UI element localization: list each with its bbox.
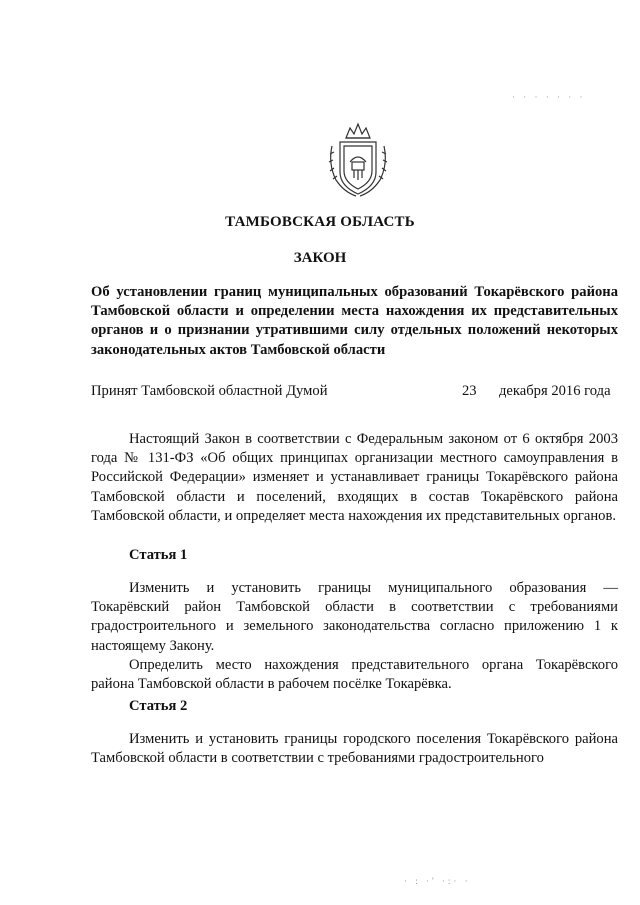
article-2-paragraph-1: Изменить и установить границы городского поселения Токарёвского района Тамбовской области в соответствии с требованиями градостроительного	[91, 731, 618, 767]
article-1-paragraph-2: Определить место нахождения представительного органа Токарёвского района Тамбовской области в рабочем посёлке Токарёвка.	[91, 657, 618, 693]
adopted-day: 23	[462, 383, 477, 399]
adopted-month-year: декабря 2016 года	[499, 383, 611, 399]
article-1-heading: Статья 1	[129, 547, 188, 563]
region-title: ТАМБОВСКАЯ ОБЛАСТЬ	[225, 214, 415, 230]
scan-noise: · · · · · · ·	[512, 92, 586, 102]
scan-noise: · : ·' ·:· ·	[404, 876, 471, 886]
document-type: ЗАКОН	[293, 250, 347, 266]
document-subject: Об установлении границ муниципальных образований Токарёвского района Тамбовской области и определении места нахождения их представительных органов и о признании утратившими силу отдельных положений некоторых законодательных актов Тамбовской области	[91, 284, 618, 358]
preamble: Настоящий Закон в соответствии с Федеральным законом от 6 октября 2003 года № 131-ФЗ «Об общих принципах организации местного самоуправления в Российской Федерации» изменяет и устанавливает границы Токарёвского района Тамбовской области и поселений, входящих в состав Токарёвского района Тамбовской области, и определяет места нахождения их представительных органов.	[91, 431, 618, 524]
article-1-paragraph-1: Изменить и установить границы муниципального образования — Токарёвский район Тамбовской области в соответствии с требованиями градостроительного и земельного законодательства согласно приложению 1 к настоящему Закону.	[91, 580, 618, 654]
tambov-coat-of-arms-icon	[326, 120, 390, 198]
adopted-by: Принят Тамбовской областной Думой	[91, 383, 328, 399]
article-2-heading: Статья 2	[129, 698, 188, 714]
